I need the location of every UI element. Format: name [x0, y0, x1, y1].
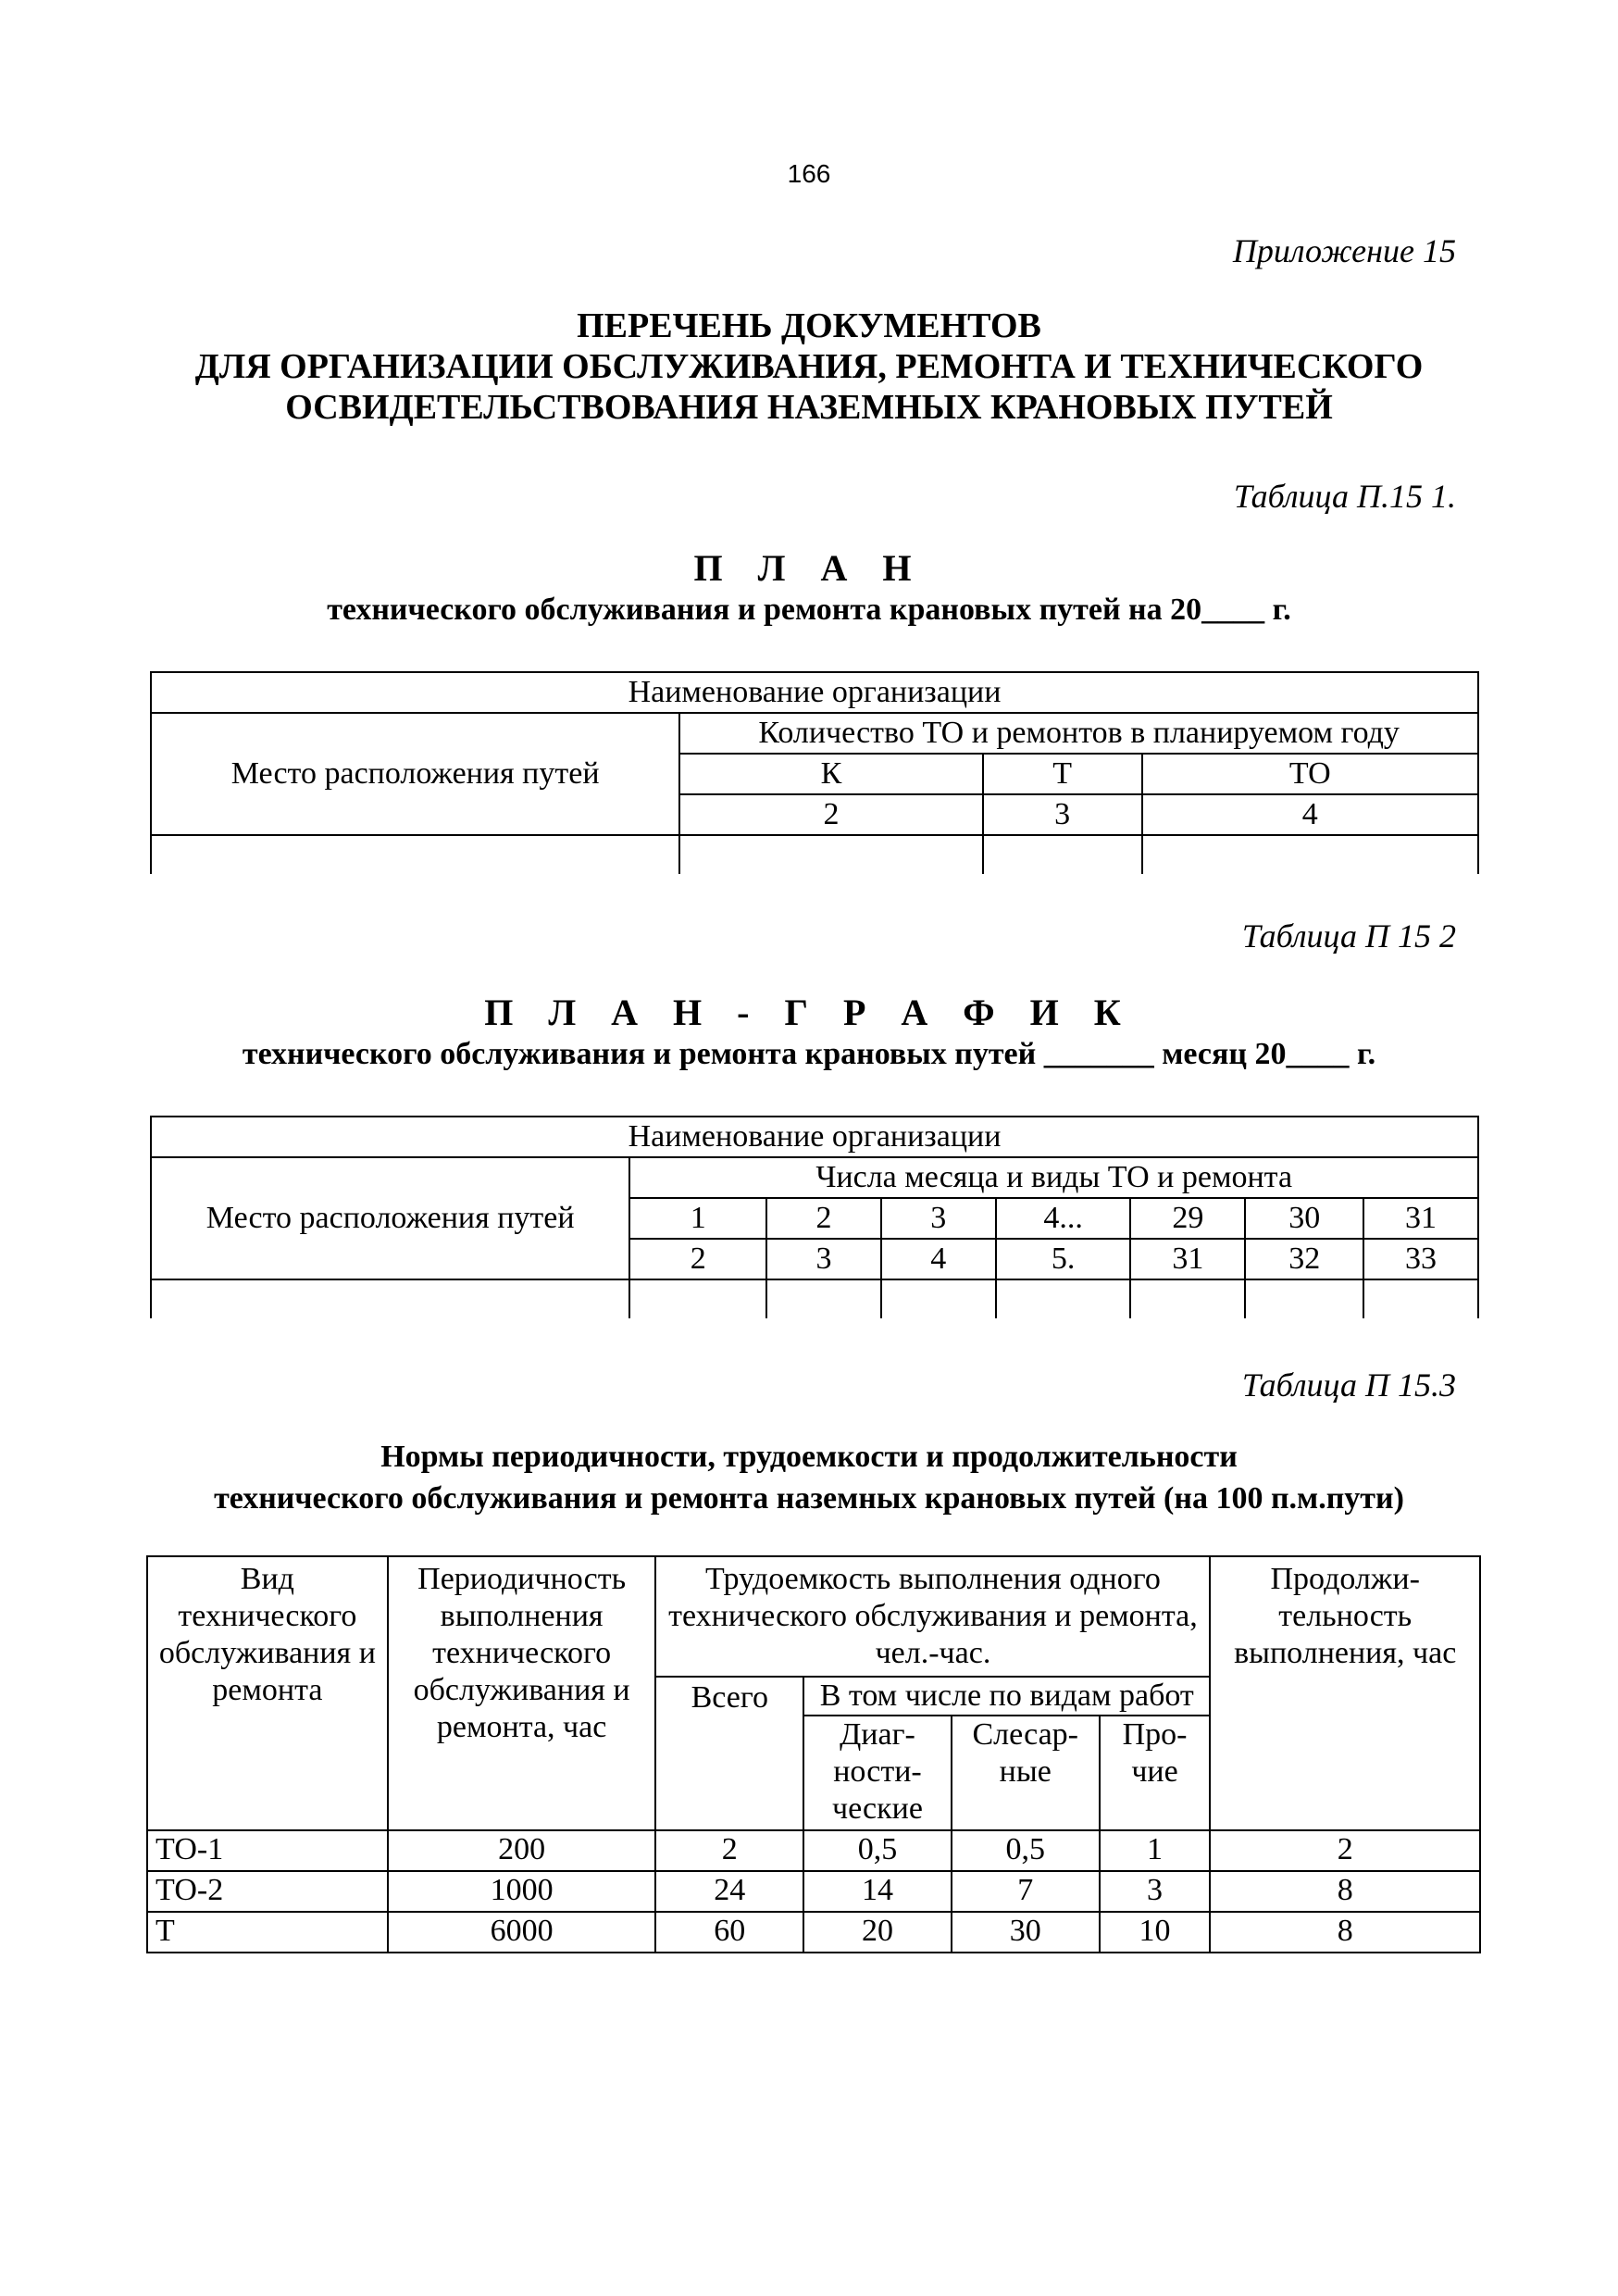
num-3: 3 — [983, 794, 1142, 835]
row-other: 3 — [1100, 1871, 1211, 1912]
num-2: 2 — [679, 794, 982, 835]
plan-schedule-table — [150, 1116, 1479, 1318]
row-lock: 30 — [952, 1912, 1100, 1953]
table-row — [147, 1912, 1480, 1953]
row-diag: 20 — [803, 1912, 952, 1953]
total-header: Всего — [655, 1677, 803, 1830]
day-cell: 30 — [1245, 1198, 1363, 1239]
empty-cell — [1363, 1279, 1478, 1318]
day-cell: 29 — [1130, 1198, 1245, 1239]
row-period: 200 — [388, 1830, 656, 1871]
main-title-line-1: ПЕРЕЧЕНЬ ДОКУМЕНТОВ — [577, 306, 1041, 345]
count-header: Количество ТО и ремонтов в планируемом году — [679, 713, 1478, 754]
period-header: Периодичность выполнения технического обслуживания и ремонта, час — [388, 1556, 656, 1830]
org-name-header: Наименование организации — [151, 672, 1478, 713]
table-row — [147, 1871, 1480, 1912]
table1-heading: П Л А Н — [693, 547, 925, 589]
num-cell: 3 — [766, 1239, 881, 1279]
table1-label: Таблица П.15 1. — [1233, 478, 1456, 515]
table3-title-line-2: технического обслуживания и ремонта наземных крановых путей (на 100 п.м.пути) — [214, 1481, 1404, 1516]
empty-cell — [1245, 1279, 1363, 1318]
num-4: 4 — [1142, 794, 1479, 835]
table2-subheading: технического обслуживания и ремонта крановых путей _______ месяц 20____ г. — [242, 1037, 1376, 1071]
labor-header: Трудоемкость выполнения одного технического обслуживания и ремонта, чел.-час. — [655, 1556, 1210, 1677]
empty-cell — [996, 1279, 1131, 1318]
num-cell: 2 — [629, 1239, 766, 1279]
col-to: ТО — [1142, 754, 1479, 794]
day-cell: 1 — [629, 1198, 766, 1239]
appendix-label: Приложение 15 — [1232, 232, 1456, 269]
num-cell: 33 — [1363, 1239, 1478, 1279]
row-period: 1000 — [388, 1871, 656, 1912]
empty-cell — [766, 1279, 881, 1318]
place-header: Место расположения путей — [151, 1157, 629, 1279]
row-type: ТО-2 — [147, 1871, 388, 1912]
day-cell: 2 — [766, 1198, 881, 1239]
days-header: Числа месяца и виды ТО и ремонта — [629, 1157, 1478, 1198]
main-title-line-2: ДЛЯ ОРГАНИЗАЦИИ ОБСЛУЖИВАНИЯ, РЕМОНТА И ТЕХНИЧЕСКОГО — [194, 347, 1424, 386]
row-other: 1 — [1100, 1830, 1211, 1871]
row-duration: 2 — [1210, 1830, 1480, 1871]
diag-header: Диаг-ности-ческие — [803, 1716, 952, 1830]
empty-cell — [151, 1279, 629, 1318]
row-duration: 8 — [1210, 1912, 1480, 1953]
included-header: В том числе по видам работ — [803, 1677, 1210, 1716]
col-t: Т — [983, 754, 1142, 794]
page-number: 166 — [787, 159, 831, 188]
locksmith-header: Слесар-ные — [952, 1716, 1100, 1830]
row-type: ТО-1 — [147, 1830, 388, 1871]
row-lock: 7 — [952, 1871, 1100, 1912]
org-name-header: Наименование организации — [151, 1117, 1478, 1157]
empty-cell — [881, 1279, 996, 1318]
num-cell: 32 — [1245, 1239, 1363, 1279]
empty-cell — [1130, 1279, 1245, 1318]
num-cell: 5. — [996, 1239, 1131, 1279]
norms-table — [146, 1555, 1481, 1953]
empty-cell — [983, 835, 1142, 874]
row-lock: 0,5 — [952, 1830, 1100, 1871]
day-cell: 3 — [881, 1198, 996, 1239]
row-period: 6000 — [388, 1912, 656, 1953]
type-header: Вид технического обслуживания и ремонта — [147, 1556, 388, 1830]
empty-cell — [679, 835, 982, 874]
duration-header: Продолжи-тельность выполнения, час — [1210, 1556, 1480, 1830]
table2-heading: П Л А Н - Г Р А Ф И К — [484, 992, 1134, 1033]
row-type: Т — [147, 1912, 388, 1953]
row-total: 60 — [655, 1912, 803, 1953]
num-cell: 4 — [881, 1239, 996, 1279]
col-k: К — [679, 754, 982, 794]
num-cell: 31 — [1130, 1239, 1245, 1279]
table1-subheading: технического обслуживания и ремонта крановых путей на 20____ г. — [327, 593, 1291, 627]
other-header: Про-чие — [1100, 1716, 1211, 1830]
row-total: 24 — [655, 1871, 803, 1912]
row-diag: 14 — [803, 1871, 952, 1912]
table-row — [147, 1830, 1480, 1871]
row-total: 2 — [655, 1830, 803, 1871]
row-diag: 0,5 — [803, 1830, 952, 1871]
table2-label: Таблица П 15 2 — [1241, 917, 1456, 955]
place-header: Место расположения путей — [151, 713, 679, 835]
empty-cell — [629, 1279, 766, 1318]
main-title-line-3: ОСВИДЕТЕЛЬСТВОВАНИЯ НАЗЕМНЫХ КРАНОВЫХ ПУТЕЙ — [285, 388, 1333, 427]
table3-label: Таблица П 15.3 — [1241, 1366, 1456, 1404]
empty-cell — [151, 835, 679, 874]
plan-table — [150, 671, 1479, 874]
table3-title-line-1: Нормы периодичности, трудоемкости и продолжительности — [380, 1440, 1238, 1474]
row-duration: 8 — [1210, 1871, 1480, 1912]
day-cell: 4... — [996, 1198, 1131, 1239]
empty-cell — [1142, 835, 1479, 874]
row-other: 10 — [1100, 1912, 1211, 1953]
day-cell: 31 — [1363, 1198, 1478, 1239]
